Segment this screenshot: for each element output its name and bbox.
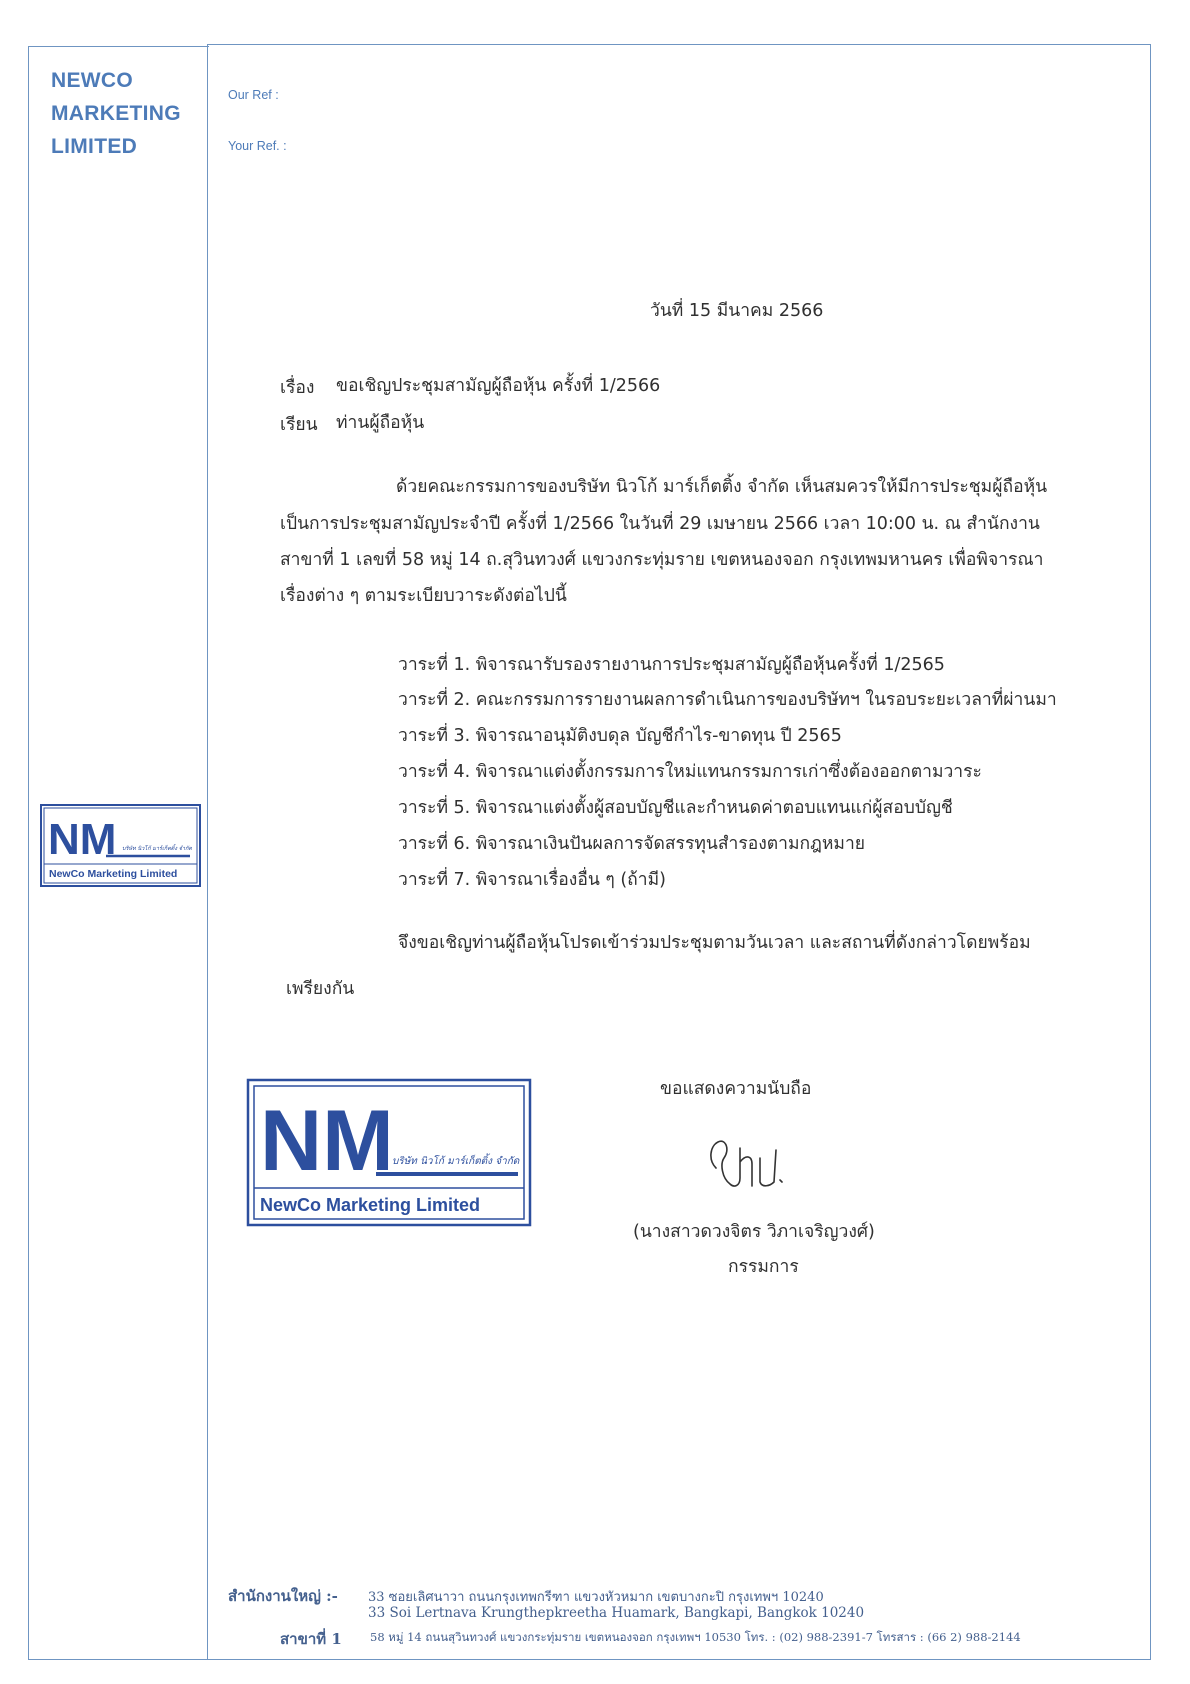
- footer-hq-thai: 33 ซอยเลิศนาวา ถนนกรุงเทพกรีฑา แขวงหัวหมาก เขตบางกะปิ กรุงเทพฯ 10240: [368, 1590, 824, 1605]
- stamp-thai-name: บริษัท นิวโก้ มาร์เก็ตติ้ง จำกัด: [392, 1156, 520, 1167]
- footer-branch-address: 58 หมู่ 14 ถนนสุวินทวงศ์ แขวงกระทุ่มราย เขตหนองจอก กรุงเทพฯ 10530 โทร. : (02) 988-2391-7 โทรสาร : (66 2) 988-2144: [370, 1630, 1021, 1644]
- agenda-item: วาระที่ 1. พิจารณารับรองรายงานการประชุมสามัญผู้ถือหุ้นครั้งที่ 1/2565: [398, 655, 945, 675]
- company-name: [51, 64, 181, 163]
- agenda-item: วาระที่ 2. คณะกรรมการรายงานผลการดำเนินการของบริษัทฯ ในรอบระยะเวลาที่ผ่านมา: [398, 690, 1057, 710]
- body-line: สาขาที่ 1 เลขที่ 58 หมู่ 14 ถ.สุวินทวงศ์ แขวงกระทุ่มราย เขตหนองจอก กรุงเทพมหานคร เพื่อพิจารณา: [280, 550, 1044, 570]
- closing-line: จึงขอเชิญท่านผู้ถือหุ้นโปรดเข้าร่วมประชุมตามวันเวลา และสถานที่ดังกล่าวโดยพร้อม: [398, 933, 1031, 953]
- body-line: เรื่องต่าง ๆ ตามระเบียบวาระดังต่อไปนี้: [280, 586, 567, 606]
- logo-english-name: NewCo Marketing Limited: [49, 868, 178, 880]
- company-name-line: LIMITED: [51, 135, 138, 158]
- agenda-item: วาระที่ 3. พิจารณาอนุมัติงบดุล บัญชีกำไร-ขาดทุน ปี 2565: [398, 726, 842, 746]
- agenda-item: วาระที่ 6. พิจารณาเงินปันผลการจัดสรรทุนสำรองตามกฎหมาย: [398, 834, 866, 854]
- subject-text: ขอเชิญประชุมสามัญผู้ถือหุ้น ครั้งที่ 1/2566: [336, 376, 661, 396]
- salutation-text: ท่านผู้ถือหุ้น: [336, 413, 425, 433]
- body-line: เป็นการประชุมสามัญประจำปี ครั้งที่ 1/2566 ในวันที่ 29 เมษายน 2566 เวลา 10:00 น. ณ สำนักงาน: [280, 514, 1040, 534]
- agenda-item: วาระที่ 4. พิจารณาแต่งตั้งกรรมการใหม่แทนกรรมการเก่าซึ่งต้องออกตามวาระ: [398, 762, 982, 782]
- handwritten-signature: [700, 1128, 800, 1200]
- footer-hq-english: 33 Soi Lertnava Krungthepkreetha Huamark, Bangkapi, Bangkok 10240: [368, 1605, 865, 1621]
- company-stamp: [246, 1078, 532, 1227]
- logo-letters: NM: [48, 815, 117, 864]
- stamp-english-name: NewCo Marketing Limited: [260, 1195, 481, 1215]
- company-name-line: NEWCO: [51, 69, 133, 92]
- our-ref-label: Our Ref :: [228, 88, 279, 102]
- company-logo-small: [40, 804, 201, 887]
- signer-name: (นางสาวดวงจิตร วิภาเจริญวงศ์): [633, 1222, 875, 1242]
- footer-hq-label: สำนักงานใหญ่ :-: [228, 1587, 338, 1605]
- closing-line: เพรียงกัน: [286, 979, 355, 999]
- subject-label: เรื่อง: [280, 378, 315, 398]
- regards-text: ขอแสดงความนับถือ: [660, 1079, 812, 1099]
- letter-date: วันที่ 15 มีนาคม 2566: [650, 301, 824, 321]
- logo-thai-name: บริษัท นิวโก้ มาร์เก็ตติ้ง จำกัด: [122, 846, 192, 852]
- signer-title: กรรมการ: [728, 1257, 799, 1277]
- salutation-label: เรียน: [280, 415, 318, 435]
- agenda-item: วาระที่ 7. พิจารณาเรื่องอื่น ๆ (ถ้ามี): [398, 870, 666, 890]
- company-name-line: MARKETING: [51, 102, 181, 125]
- body-line: ด้วยคณะกรรมการของบริษัท นิวโก้ มาร์เก็ตติ้ง จำกัด เห็นสมควรให้มีการประชุมผู้ถือหุ้น: [396, 477, 1048, 497]
- stamp-letters: NM: [260, 1093, 394, 1189]
- your-ref-label: Your Ref. :: [228, 139, 287, 153]
- agenda-item: วาระที่ 5. พิจารณาแต่งตั้งผู้สอบบัญชีและกำหนดค่าตอบแทนแก่ผู้สอบบัญชี: [398, 798, 953, 818]
- footer-branch-label: สาขาที่ 1: [280, 1630, 342, 1648]
